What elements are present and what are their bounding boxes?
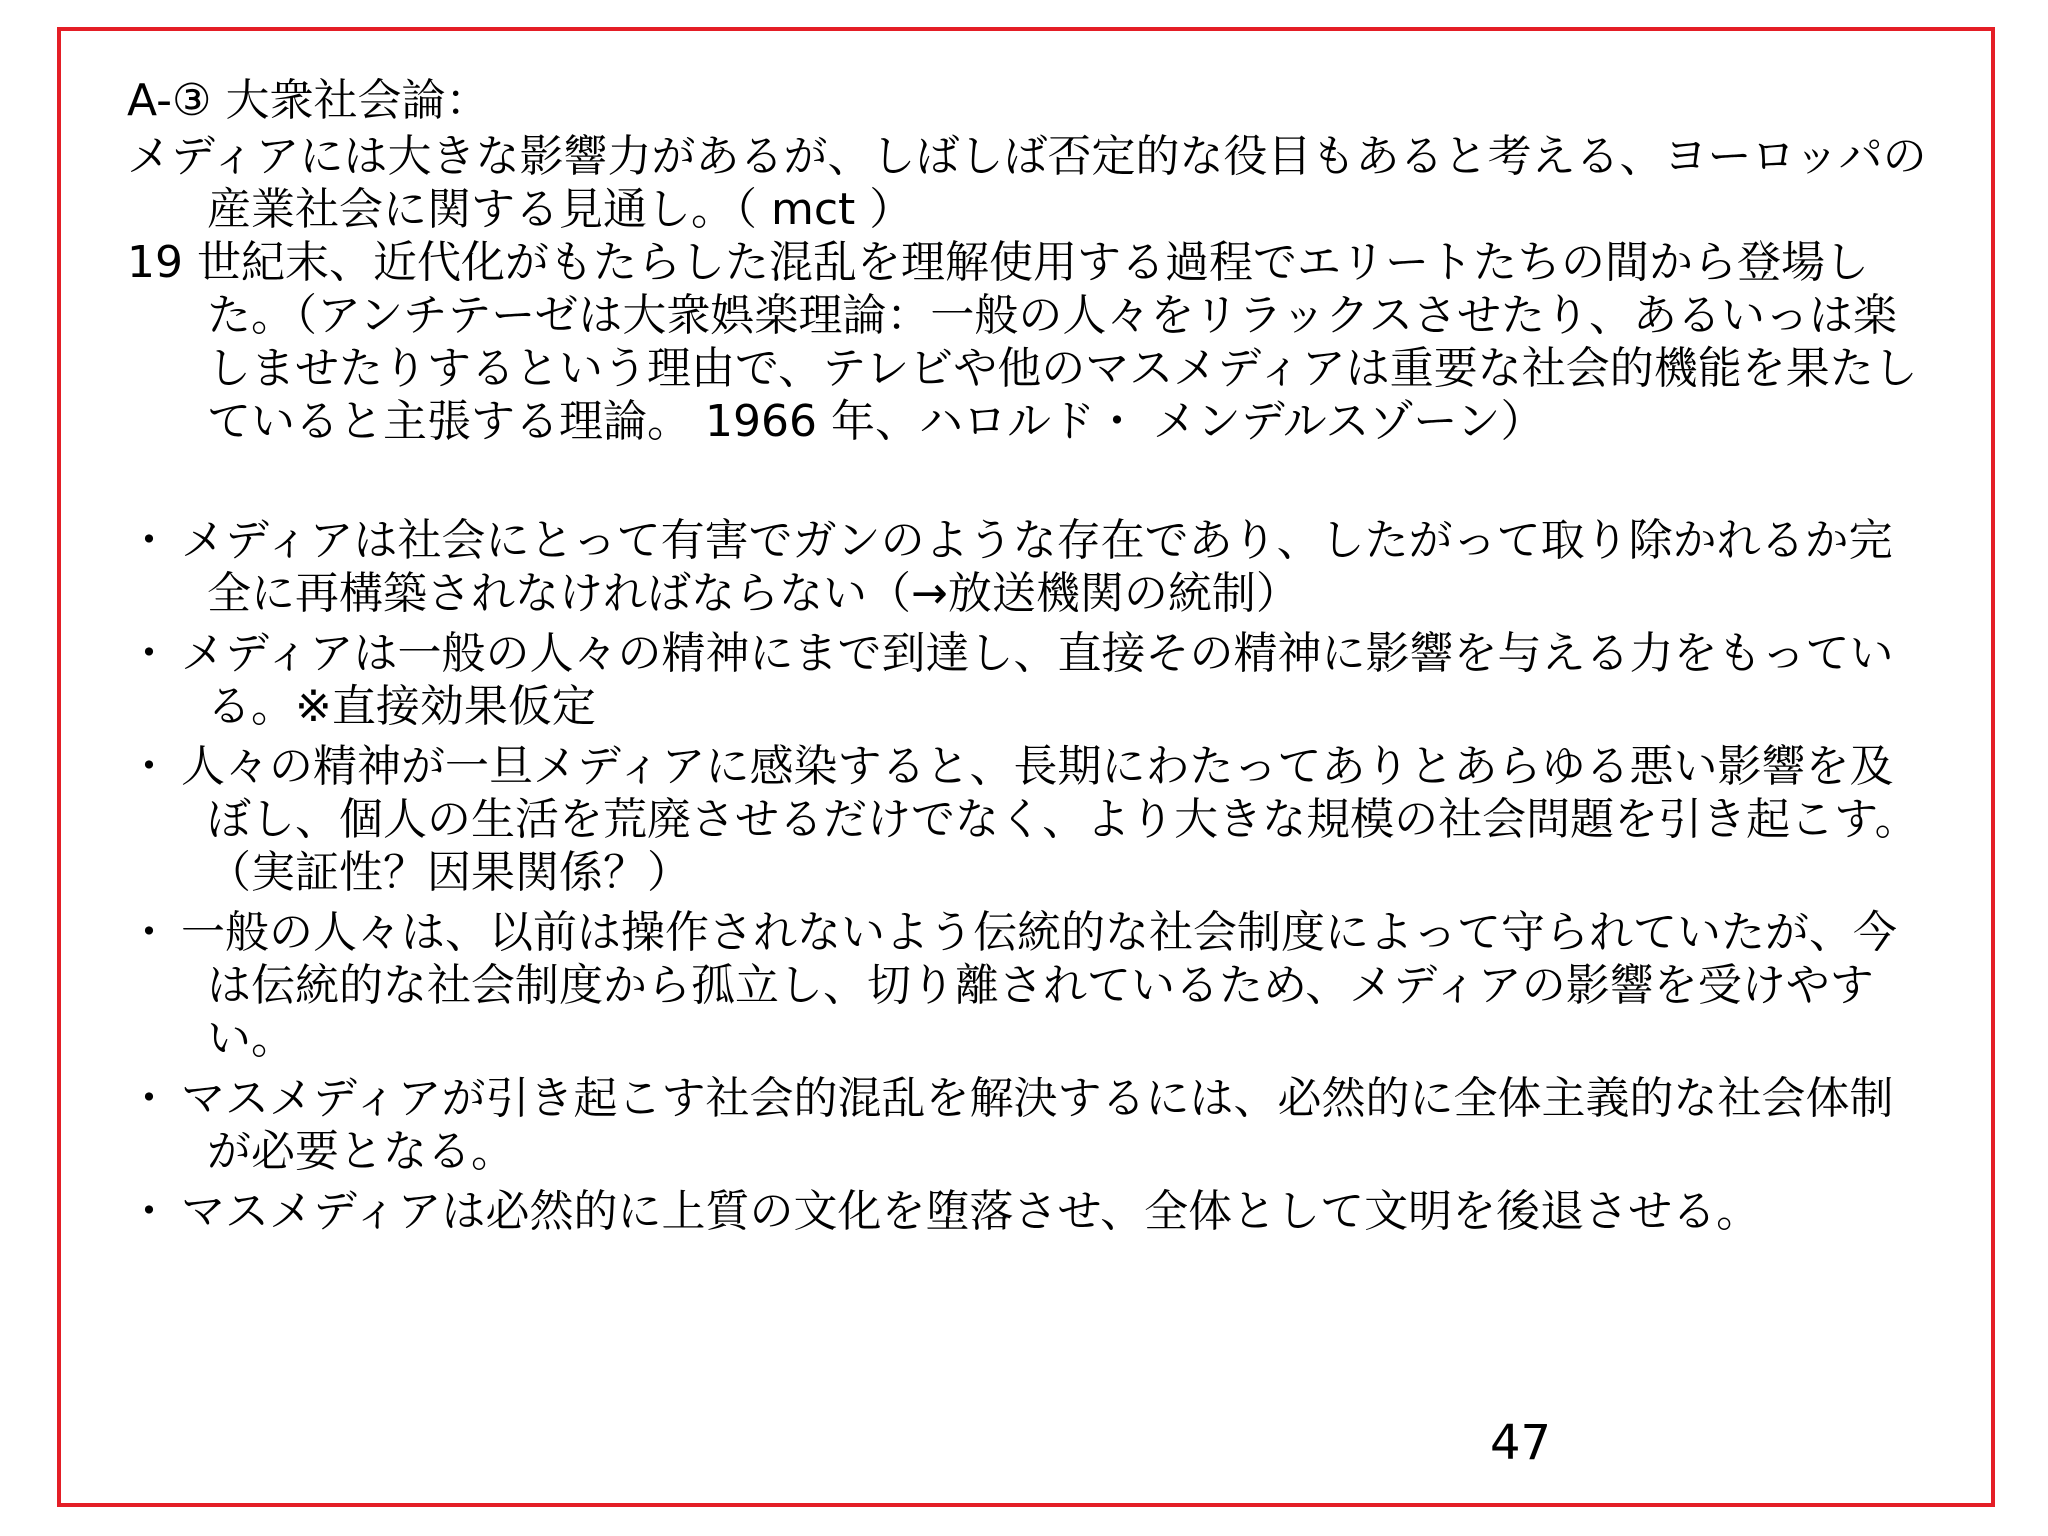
bullet-mark: ・ [127,515,171,566]
bullet-mark: ・ [127,907,171,958]
bullet-list [127,514,1927,1238]
bullet-mark: ・ [127,628,171,679]
bullet-text: 一般の人々は、以前は操作されないよう伝統的な社会制度によって守られていたが、今は伝統的な社会制度から孤立し、切り離されているため、メディアの影響を受けやすい。 [181,907,1897,1064]
list-item [127,1072,1927,1178]
bullet-text: マスメディアが引き起こす社会的混乱を解決するには、必然的に全体主義的な社会体制が必要となる。 [181,1073,1894,1177]
history-text: 19 世紀末、近代化がもたらした混乱を理解使用する過程でエリートたちの間から登場した。（アンチテーゼは大衆娯楽理論：一般の人々をリラックスさせたり、あるいっは楽しませたりするという理由で、テレビや他のマスメディアは重要な社会的機能を果たしていると主張する理論。 1966 年、ハロルド・ メンデルスゾーン） [127,237,1918,447]
list-item [127,514,1927,620]
list-item [127,627,1927,733]
bullet-text: メディアは社会にとって有害でガンのような存在であり、したがって取り除かれるか完全に再構築されなければならない（→放送機関の統制） [181,515,1893,619]
bullet-mark: ・ [127,741,171,792]
slide-content [127,72,1927,1245]
bullet-mark: ・ [127,1186,171,1237]
page-number: 47 [1490,1415,1552,1471]
list-item [127,906,1927,1065]
bullet-text: マスメディアは必然的に上質の文化を堕落させ、全体として文明を後退させる。 [181,1186,1761,1237]
definition-text: メディアには大きな影響力があるが、しばしば否定的な役目もあると考える、ヨーロッパの産業社会に関する見通し。（ mct ） [127,131,1927,235]
bullet-mark: ・ [127,1073,171,1124]
bullet-text: メディアは一般の人々の精神にまで到達し、直接その精神に影響を与える力をもっている。※直接効果仮定 [181,628,1894,732]
list-item [127,1185,1927,1238]
slide-title: A-③ 大衆社会論： [127,75,490,126]
list-item [127,740,1927,899]
bullet-text: 人々の精神が一旦メディアに感染すると、長期にわたってありとあらゆる悪い影響を及ぼし、個人の生活を荒廃させるだけでなく、より大きな規模の社会問題を引き起こす。（実証性？因果関係？） [181,741,1919,898]
